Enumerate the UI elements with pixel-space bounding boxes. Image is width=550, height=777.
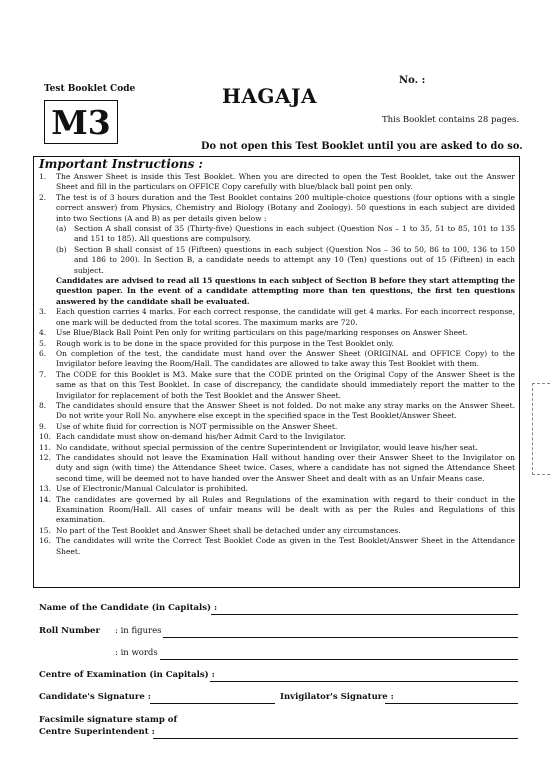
exam-centre-label: Centre of Examination (in Capitals) : <box>39 670 215 680</box>
facsimile-label-line1: Facsimile signature stamp of <box>39 715 178 725</box>
instruction-item: 11. No candidate, without special permission of the centre Superintendent or Invigilator, would leave his/her seat. <box>39 442 478 452</box>
test-booklet-code-box: M3 <box>44 100 118 144</box>
roll-number-label: Roll Number <box>39 626 100 636</box>
instruction-item: 9. Use of white fluid for correction is NOT permissible on the Answer Sheet. <box>39 421 338 431</box>
page-count-note: This Booklet contains 28 pages. <box>382 115 520 125</box>
instruction-item: 15. No part of the Test Booklet and Answer Sheet shall be detached under any circumstances. <box>39 525 401 535</box>
exam-centre-field[interactable] <box>210 681 518 682</box>
section-b-advice: Candidates are advised to read all 15 questions in each subject of Section B before they start attempting the question paper. In the event of a candidate attempting more than ten questions, the first ten questions answered by the candidate shall be evaluated. <box>56 276 515 306</box>
roll-words-field[interactable] <box>160 659 518 660</box>
instruction-item: 12. The candidates should not leave the Examination Hall without handing over their Answer Sheet to the Invigilator on duty and sign (with time) the Attendance Sheet twice. Cases, where a candidate has not signed the Attendance Sheet second time, will be deemed not to have handed over the Answer Sheet and dealt with as an Unfair Means case. <box>39 452 515 483</box>
instruction-item: 14. The candidates are governed by all Rules and Regulations of the examination with regard to their conduct in the Examination Room/Hall. All cases of unfair means will be dealt with as per the Rules and Regulations of this examination. <box>39 494 515 525</box>
roll-figures-label: : in figures <box>115 626 162 636</box>
instruction-item: 4. Use Blue/Black Ball Point Pen only for writing particulars on this page/marking responses on Answer Sheet. <box>39 328 468 338</box>
instruction-item: 1. The Answer Sheet is inside this Test Booklet. When you are directed to open the Test Booklet, take out the Answer Sheet and fill in the particulars on OFFICE Copy carefully with blue/black ball point pen only. <box>39 172 515 192</box>
instruction-item: 8. The candidates should ensure that the Answer Sheet is not folded. Do not make any stray marks on the Answer Sheet. Do not write your Roll No. anywhere else except in the specified space in the Test Booklet/Answer Sheet. <box>39 400 515 421</box>
invigilator-signature-label: Invigilator's Signature : <box>280 692 394 702</box>
roll-words-label: : in words <box>115 648 158 658</box>
booklet-number-label: No. : <box>399 75 426 86</box>
candidate-name-label: Name of the Candidate (in Capitals) : <box>39 603 218 613</box>
instruction-item: 13. Use of Electronic/Manual Calculator is prohibited. <box>39 484 248 494</box>
instruction-item: 2. The test is of 3 hours duration and the Test Booklet contains 200 multiple-choice questions (four options with a single correct answer) from Physics, Chemistry and Biology (Botany and Zoology). 50 questions in each subject are divided into two Sections (A and B) as per details given below : <box>39 192 515 223</box>
candidate-name-field[interactable] <box>211 614 518 615</box>
instruction-item: 7. The CODE for this Booklet is M3. Make sure that the CODE printed on the Original Copy of the Answer Sheet is the same as that on this Test Booklet. In case of discrepancy, the candidate should immediately report the matter to the Invigilator for replacement of both the Test Booklet and the Answer Sheet. <box>39 369 515 400</box>
instruction-item: 5. Rough work is to be done in the space provided for this purpose in the Test Booklet only. <box>39 338 394 348</box>
candidate-signature-label: Candidate's Signature : <box>39 692 151 702</box>
instructions-list <box>39 172 515 557</box>
instruction-item: 6. On completion of the test, the candidate must hand over the Answer Sheet (ORIGINAL and OFFICE Copy) to the Invigilator before leaving the Room/Hall. The candidates are allowed to take away this Test Booklet with them. <box>39 348 515 369</box>
instruction-subitem-a: (a) Section A shall consist of 35 (Thirty-five) Questions in each subject (Question Nos – 1 to 35, 51 to 85, 101 to 135 and 151 to 185). All questions are compulsory. <box>56 224 515 244</box>
superintendent-signature-field[interactable] <box>153 738 518 739</box>
roll-figures-field[interactable] <box>163 637 518 638</box>
instructions-heading: Important Instructions : <box>39 157 203 171</box>
detach-cut-marker <box>532 383 550 475</box>
instruction-item: 16. The candidates will write the Correct Test Booklet Code as given in the Test Booklet/Answer Sheet in the Attendance Sheet. <box>39 536 515 556</box>
invigilator-signature-field[interactable] <box>385 703 518 704</box>
instruction-item: 10. Each candidate must show on-demand his/her Admit Card to the Invigilator. <box>39 432 346 442</box>
test-booklet-code-label: Test Booklet Code <box>44 84 136 94</box>
do-not-open-warning: Do not open this Test Booklet until you are asked to do so. <box>201 141 523 152</box>
instruction-item: 3. Each question carries 4 marks. For each correct response, the candidate will get 4 marks. For each incorrect response, one mark will be deducted from the total scores. The maximum marks are 720. <box>39 307 515 327</box>
booklet-title: HAGAJA <box>222 84 317 108</box>
facsimile-label-line2: Centre Superintendent : <box>39 727 155 737</box>
candidate-signature-field[interactable] <box>150 703 275 704</box>
instruction-subitem-b: (b) Section B shall consist of 15 (Fifteen) questions in each subject (Question Nos – 36 to 50, 86 to 100, 136 to 150 and 186 to 200). In Section B, a candidate needs to attempt any 10 (Ten) questions out of 15 (Fifteen) in each subject. <box>56 244 515 275</box>
